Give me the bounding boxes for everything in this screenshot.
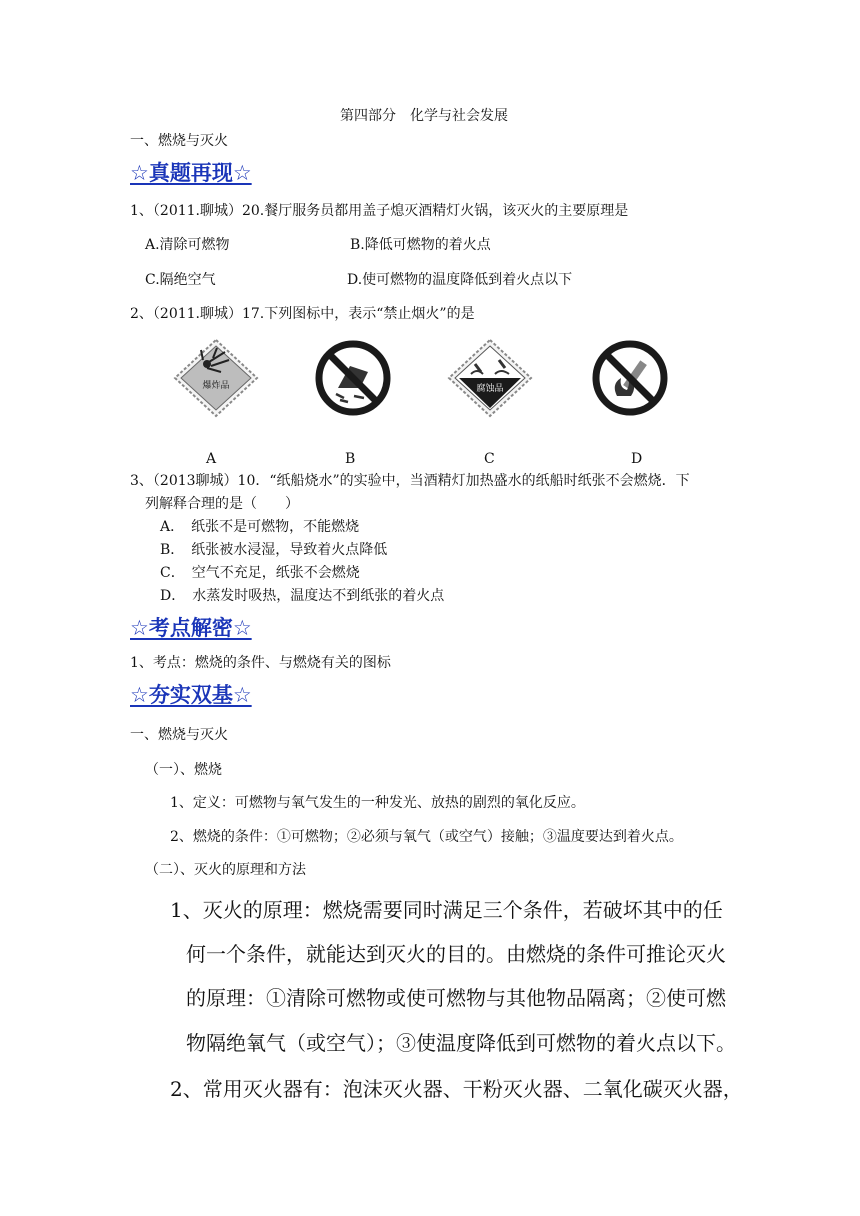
sign-letter-c: C [484, 451, 495, 467]
extinguishers-line: 2、常用灭火器有：泡沫灭火器、干粉灭火器、二氧化碳灭火器， [170, 1077, 743, 1101]
combustion-conditions: 2、燃烧的条件：①可燃物；②必须与氧气（或空气）接触；③温度要达到着火点。 [170, 829, 683, 845]
section-heading: 一、燃烧与灭火 [130, 133, 228, 149]
no-smoking-sign-icon [587, 338, 673, 418]
q1-option-d: D.使可燃物的温度降低到着火点以下 [347, 272, 573, 288]
q1-option-c: C.隔绝空气 [145, 272, 216, 288]
q1-option-a: A.清除可燃物 [145, 237, 230, 253]
q3-option-d: D． 水蒸发时吸热，温度达不到纸张的着火点 [160, 588, 445, 604]
base-section-heading: 一、燃烧与灭火 [130, 727, 228, 743]
page-title: 第四部分 化学与社会发展 [340, 108, 508, 124]
extinguish-principle-line1: 1、灭火的原理：燃烧需要同时满足三个条件，若破坏其中的任 [170, 898, 723, 922]
heading-kaodian: ☆考点解密☆ [130, 616, 252, 640]
sign-c-label: 腐蚀品 [476, 384, 504, 394]
explosive-sign-icon [173, 338, 259, 418]
sign-letter-d: D [631, 451, 643, 467]
combustion-definition: 1、定义：可燃物与氧气发生的一种发光、放热的剧烈的氧化反应。 [170, 795, 585, 811]
prohibition-sign-icon [310, 338, 396, 418]
sign-letter-b: B [345, 451, 356, 467]
question-1-stem: 1、（2011.聊城）20.餐厅服务员都用盖子熄灭酒精灯火锅，该灭火的主要原理是 [130, 203, 629, 219]
q3-option-b: B． 纸张被水浸湿，导致着火点降低 [160, 542, 388, 558]
extinguish-principle-line4: 物隔绝氧气（或空气）；③使温度降低到可燃物的着火点以下。 [186, 1031, 736, 1055]
sign-a-label: 爆炸品 [202, 381, 230, 391]
question-3-line1: 3、（2013聊城）10．“纸船烧水”的实验中，当酒精灯加热盛水的纸船时纸张不会燃烧．下 [130, 473, 690, 489]
question-3-line2: 列解释合理的是（ ） [145, 496, 299, 512]
heading-hangshi: ☆夯实双基☆ [130, 683, 252, 707]
q3-option-c: C． 空气不充足，纸张不会燃烧 [160, 565, 360, 581]
corrosive-sign-icon [447, 338, 533, 418]
sign-letter-a: A [206, 451, 217, 467]
heading-zhenti: ☆真题再现☆ [130, 161, 252, 185]
q3-option-a: A． 纸张不是可燃物，不能燃烧 [160, 519, 360, 535]
kaodian-text: 1、考点：燃烧的条件、与燃烧有关的图标 [130, 655, 391, 671]
sub-heading-extinguish: （二）、灭火的原理和方法 [145, 862, 306, 878]
q1-option-b: B.降低可燃物的着火点 [350, 237, 491, 253]
extinguish-principle-line3: 的原理：①清除可燃物或使可燃物与其他物品隔离；②使可燃 [186, 986, 726, 1010]
extinguish-principle-line2: 何一个条件，就能达到灭火的目的。由燃烧的条件可推论灭火 [186, 942, 726, 966]
sign-row [170, 338, 690, 418]
sub-heading-combustion: （一）、燃烧 [145, 762, 222, 778]
question-2-stem: 2、（2011.聊城）17.下列图标中，表示“禁止烟火”的是 [130, 306, 475, 322]
